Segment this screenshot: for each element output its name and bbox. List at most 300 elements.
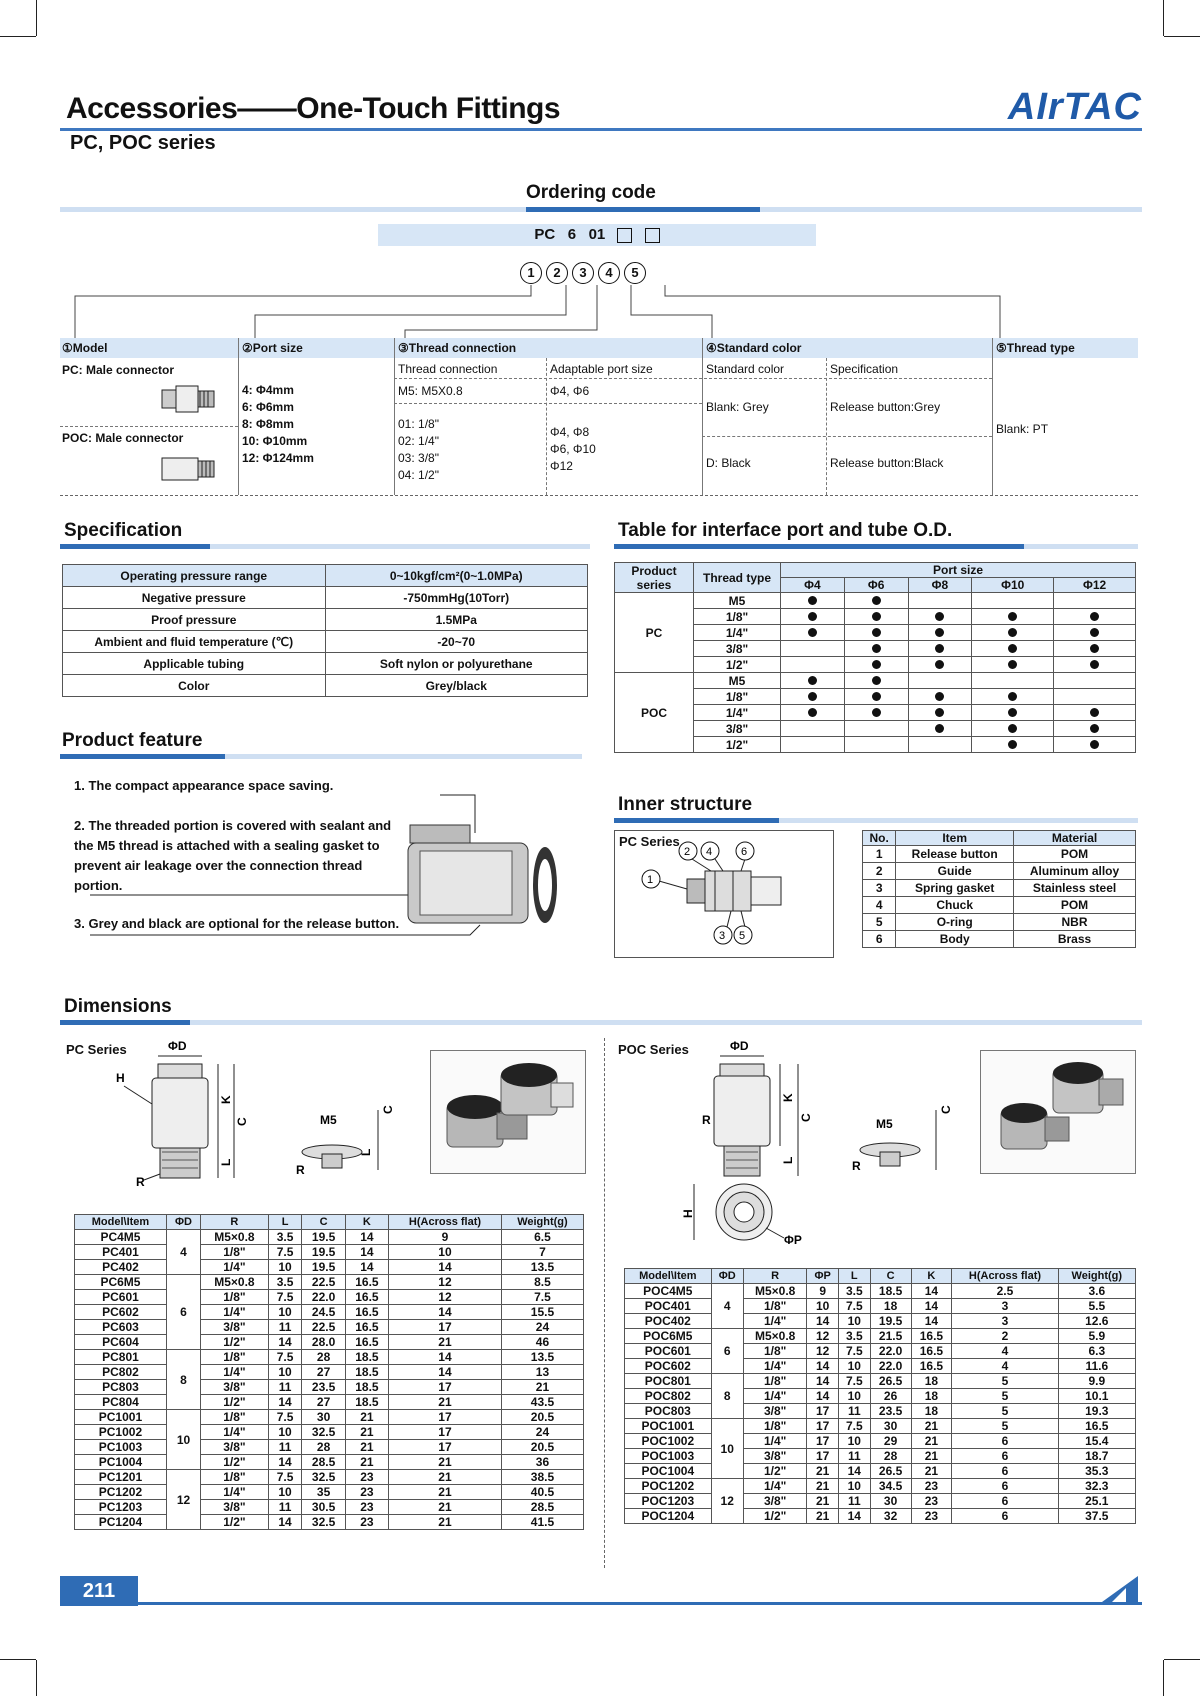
color-col1-head: Standard color	[706, 362, 785, 376]
pc-dim-c: C	[235, 1117, 249, 1126]
spec-value: 1.5MPa	[325, 609, 588, 631]
footer-brand-icon	[1098, 1574, 1142, 1604]
inner-row	[863, 846, 1136, 863]
poc-dim-l: L	[781, 1156, 795, 1164]
table-row	[625, 1314, 1136, 1329]
dim-model: POC1204	[625, 1509, 712, 1524]
dim-cell: 23	[911, 1479, 952, 1494]
dim-cell: 1/4"	[201, 1425, 269, 1440]
dim-model: PC803	[75, 1380, 167, 1395]
dim-cell: 1/4"	[201, 1305, 269, 1320]
compat-cell	[972, 641, 1054, 657]
code-part-size: 6	[567, 226, 577, 243]
compat-cell	[972, 689, 1054, 705]
compat-dot-icon	[872, 708, 881, 717]
poc-dimension-table	[624, 1268, 1136, 1524]
compat-dot-icon	[1090, 740, 1099, 749]
interface-row	[615, 689, 1136, 705]
compat-dot-icon	[935, 660, 944, 669]
dim-cell: 35.3	[1058, 1464, 1135, 1479]
table-row	[75, 1275, 584, 1290]
table-row	[75, 1440, 584, 1455]
crop-mark-bl	[0, 1623, 36, 1660]
table-row	[625, 1434, 1136, 1449]
table-row	[625, 1374, 1136, 1389]
dim-cell: 18	[911, 1374, 952, 1389]
feature-item-3: 3. Grey and black are optional for the release button.	[74, 916, 400, 931]
dim-cell: 10	[807, 1299, 838, 1314]
dim-cell: 7.5	[838, 1299, 870, 1314]
inner-cell: 5	[863, 914, 896, 931]
dim-cell: 18.5	[345, 1395, 388, 1410]
dim-model: PC6M5	[75, 1275, 167, 1290]
compat-cell	[844, 737, 908, 753]
bubble-2: 2	[546, 262, 568, 284]
dim-cell: 17	[389, 1440, 502, 1455]
footer-rule	[138, 1602, 1142, 1605]
spec-label: Applicable tubing	[63, 653, 326, 675]
dim-cell: 7.5	[268, 1410, 302, 1425]
dim-cell: 1/8"	[201, 1470, 269, 1485]
compat-dot-icon	[808, 612, 817, 621]
dim-cell: 46	[501, 1335, 583, 1350]
compat-cell	[908, 689, 972, 705]
spec-row	[63, 587, 588, 609]
dim-cell: 10	[268, 1485, 302, 1500]
model-poc: POC: Male connector	[62, 431, 184, 445]
inner-cell: 1	[863, 846, 896, 863]
color-black-spec: Release button:Black	[830, 456, 944, 470]
callout-6: 6	[741, 846, 748, 858]
dim-model: PC401	[75, 1245, 167, 1260]
feature-item-2: 2. The threaded portion is covered with sealant and the M5 thread is attached with a sealing gasket to prevent air leakage over the connection thread portion.	[74, 818, 392, 893]
dim-model: POC1004	[625, 1464, 712, 1479]
model-pc: PC: Male connector	[62, 363, 175, 377]
ordering-heading: Ordering code	[526, 182, 656, 203]
pc-dim-l2: L	[359, 1148, 373, 1156]
dim-cell: 14	[807, 1359, 838, 1374]
poc-dim-h: H	[681, 1209, 695, 1218]
inner-drawing-box	[614, 830, 834, 958]
dim-cell: 22.5	[302, 1275, 345, 1290]
dim-cell: 24.5	[302, 1305, 345, 1320]
compat-cell	[1054, 625, 1136, 641]
dim-cell: 10	[268, 1365, 302, 1380]
dim-cell: 16.5	[345, 1305, 388, 1320]
thread-row2: 01: 1/8" 02: 1/4" 03: 3/8" 04: 1/2"	[398, 417, 439, 482]
spec-row	[63, 609, 588, 631]
compat-cell	[844, 625, 908, 641]
dim-cell: 41.5	[501, 1515, 583, 1530]
compat-dot-icon	[872, 660, 881, 669]
dim-model: PC1204	[75, 1515, 167, 1530]
dim-cell: 5	[952, 1389, 1058, 1404]
spec-label: Negative pressure	[63, 587, 326, 609]
dim-cell: 21	[911, 1449, 952, 1464]
compat-cell	[781, 625, 845, 641]
dim-bore: 10	[166, 1410, 200, 1470]
table-row	[75, 1290, 584, 1305]
dim-cell: 21	[345, 1440, 388, 1455]
dim-cell: 10	[838, 1389, 870, 1404]
dim-cell: 18	[911, 1404, 952, 1419]
dim-cell: 8.5	[501, 1275, 583, 1290]
spec-row	[63, 675, 588, 697]
dim-cell: 17	[807, 1419, 838, 1434]
compat-cell	[972, 737, 1054, 753]
table-row	[625, 1449, 1136, 1464]
dim-cell: 6	[952, 1479, 1058, 1494]
dim-cell: 17	[389, 1410, 502, 1425]
compat-cell	[1054, 593, 1136, 609]
callout-2: 2	[684, 846, 691, 858]
dim-bore: 8	[166, 1350, 200, 1410]
compat-cell	[972, 721, 1054, 737]
dim-cell: 17	[807, 1404, 838, 1419]
thread-type-label: ⑤Thread type	[996, 341, 1075, 355]
compat-dot-icon	[808, 708, 817, 717]
inner-row	[863, 880, 1136, 897]
ordering-leader-lines	[0, 0, 1200, 340]
dim-col: R	[201, 1215, 269, 1230]
crop-mark-bl2	[36, 1660, 37, 1696]
compat-dot-icon	[872, 644, 881, 653]
compat-cell	[1054, 641, 1136, 657]
dim-cell: 13.5	[501, 1260, 583, 1275]
port-size-list: 4: Φ4mm 6: Φ6mm 8: Φ8mm 10: Φ10mm 12: Φ124mm	[242, 383, 314, 465]
dim-cell: 25.1	[1058, 1494, 1135, 1509]
dim-col: H(Across flat)	[952, 1269, 1058, 1284]
dim-cell: 10	[268, 1305, 302, 1320]
compat-cell	[781, 673, 845, 689]
dim-cell: 11	[838, 1404, 870, 1419]
dim-cell: 3.6	[1058, 1284, 1135, 1299]
pc-series-label: PC Series	[66, 1042, 127, 1057]
pc-dim-d: ΦD	[168, 1039, 187, 1053]
dim-cell: 32.5	[302, 1425, 345, 1440]
dim-cell: 11.6	[1058, 1359, 1135, 1374]
dim-cell: 21	[389, 1455, 502, 1470]
dim-cell: 12	[807, 1344, 838, 1359]
compat-dot-icon	[1090, 660, 1099, 669]
poc-dim-k: K	[781, 1093, 795, 1102]
compat-cell	[1054, 737, 1136, 753]
dim-cell: 12	[807, 1329, 838, 1344]
table-row	[75, 1470, 584, 1485]
dim-cell: 11	[268, 1320, 302, 1335]
dim-cell: 34.5	[870, 1479, 911, 1494]
color-black: D: Black	[706, 456, 751, 470]
compat-cell	[844, 593, 908, 609]
inner-cell: Release button	[896, 846, 1014, 863]
inner-cell: 2	[863, 863, 896, 880]
dim-model: POC601	[625, 1344, 712, 1359]
compat-dot-icon	[872, 628, 881, 637]
dim-cell: 5.9	[1058, 1329, 1135, 1344]
pc-dim-h: H	[116, 1071, 125, 1085]
spec-value: Soft nylon or polyurethane	[325, 653, 588, 675]
dim-cell: 14	[389, 1365, 502, 1380]
dim-model: PC1001	[75, 1410, 167, 1425]
compat-dot-icon	[935, 724, 944, 733]
table-row	[625, 1479, 1136, 1494]
compat-cell	[1054, 673, 1136, 689]
dim-cell: 17	[389, 1380, 502, 1395]
compat-dot-icon	[872, 596, 881, 605]
compat-cell	[972, 705, 1054, 721]
dim-cell: 6	[952, 1509, 1058, 1524]
dim-cell: 3	[952, 1314, 1058, 1329]
dim-model: PC604	[75, 1335, 167, 1350]
compat-dot-icon	[935, 644, 944, 653]
dim-cell: 11	[838, 1494, 870, 1509]
compat-dot-icon	[935, 628, 944, 637]
dim-model: POC1001	[625, 1419, 712, 1434]
dim-cell: 1/4"	[743, 1479, 807, 1494]
dim-cell: 6	[952, 1434, 1058, 1449]
model-label: ①Model	[62, 341, 108, 355]
dim-cell: 10	[268, 1260, 302, 1275]
compat-dot-icon	[808, 628, 817, 637]
table-row	[625, 1464, 1136, 1479]
dim-cell: 14	[345, 1245, 388, 1260]
dim-col: L	[838, 1269, 870, 1284]
poc-fitting-icon	[160, 452, 220, 486]
dim-cell: 21	[807, 1509, 838, 1524]
dim-cell: 16.5	[345, 1335, 388, 1350]
compat-dot-icon	[1008, 724, 1017, 733]
dim-model: PC1002	[75, 1425, 167, 1440]
dim-cell: 6	[952, 1464, 1058, 1479]
thread-connection-label: ③Thread connection	[398, 341, 517, 355]
dim-cell: 7.5	[268, 1350, 302, 1365]
dim-cell: 18	[911, 1389, 952, 1404]
dim-cell: 11	[838, 1449, 870, 1464]
dim-cell: 3/8"	[743, 1494, 807, 1509]
interface-row	[615, 705, 1136, 721]
dim-cell: 28	[302, 1440, 345, 1455]
dim-cell: 26.5	[870, 1464, 911, 1479]
compat-dot-icon	[1090, 612, 1099, 621]
spec-label: Color	[63, 675, 326, 697]
compat-cell	[1054, 609, 1136, 625]
spec-row	[63, 565, 588, 587]
dim-cell: 29	[870, 1434, 911, 1449]
spec-value: -750mmHg(10Torr)	[325, 587, 588, 609]
dim-cell: 11	[268, 1500, 302, 1515]
interface-thread: 1/8"	[694, 689, 781, 705]
dim-model: POC1202	[625, 1479, 712, 1494]
dim-cell: 5	[952, 1374, 1058, 1389]
dim-cell: 6.5	[501, 1230, 583, 1245]
dim-col: Model\Item	[75, 1215, 167, 1230]
dim-cell: 14	[268, 1455, 302, 1470]
table-row	[75, 1260, 584, 1275]
dim-model: POC602	[625, 1359, 712, 1374]
fitting-render	[90, 785, 560, 945]
dim-cell: 21	[389, 1500, 502, 1515]
compat-dot-icon	[808, 692, 817, 701]
dim-cell: 17	[389, 1320, 502, 1335]
compat-cell	[972, 673, 1054, 689]
dim-model: PC4M5	[75, 1230, 167, 1245]
compat-cell	[972, 609, 1054, 625]
inner-series-label: PC Series	[619, 834, 680, 849]
dim-cell: 27	[302, 1395, 345, 1410]
dim-cell: 1/8"	[743, 1419, 807, 1434]
dim-cell: 18.7	[1058, 1449, 1135, 1464]
inner-heading: Inner structure	[618, 794, 753, 815]
spec-value: 0~10kgf/cm²(0~1.0MPa)	[325, 565, 588, 587]
dim-cell: 6.3	[1058, 1344, 1135, 1359]
dim-cell: M5×0.8	[743, 1284, 807, 1299]
dim-cell: 1/2"	[201, 1515, 269, 1530]
compat-dot-icon	[872, 692, 881, 701]
inner-cell: Chuck	[896, 897, 1014, 914]
dim-cell: 21.5	[870, 1329, 911, 1344]
dim-cell: 10	[838, 1434, 870, 1449]
dimensions-bar	[60, 1020, 1142, 1025]
page-title: Accessories——One-Touch Fittings	[66, 92, 561, 125]
poc-dim-r2: R	[852, 1159, 861, 1173]
compat-cell	[972, 593, 1054, 609]
dim-cell: 1/8"	[743, 1299, 807, 1314]
interface-row	[615, 641, 1136, 657]
dim-cell: 26.5	[870, 1374, 911, 1389]
dim-cell: 21	[389, 1395, 502, 1410]
dim-cell: 1/4"	[201, 1365, 269, 1380]
bubble-4: 4	[598, 262, 620, 284]
inner-row	[863, 914, 1136, 931]
inner-cell: POM	[1014, 897, 1136, 914]
pc-dim-r2: R	[296, 1163, 305, 1177]
table-row	[75, 1365, 584, 1380]
dim-cell: 30	[302, 1410, 345, 1425]
interface-col-port: Port size	[781, 563, 1136, 578]
dim-cell: 18.5	[345, 1350, 388, 1365]
interface-row	[615, 673, 1136, 689]
compat-cell	[1054, 689, 1136, 705]
compat-cell	[844, 721, 908, 737]
poc-dim-c: C	[799, 1113, 813, 1122]
thread-row2-port: Φ4, Φ8 Φ6, Φ10 Φ12	[550, 425, 596, 473]
dim-model: POC803	[625, 1404, 712, 1419]
poc-dim-c2: C	[939, 1105, 953, 1114]
dim-cell: 17	[807, 1434, 838, 1449]
dim-cell: 40.5	[501, 1485, 583, 1500]
interface-thread: 3/8"	[694, 721, 781, 737]
spec-value: -20~70	[325, 631, 588, 653]
compat-cell	[908, 593, 972, 609]
dim-cell: 1/2"	[201, 1455, 269, 1470]
compat-cell	[908, 705, 972, 721]
dim-cell: 5	[952, 1419, 1058, 1434]
dim-cell: 9.9	[1058, 1374, 1135, 1389]
interface-series: POC	[615, 673, 694, 753]
dim-cell: 15.5	[501, 1305, 583, 1320]
dim-cell: 1/2"	[743, 1509, 807, 1524]
dim-cell: 3/8"	[743, 1404, 807, 1419]
dim-col: Weight(g)	[1058, 1269, 1135, 1284]
dim-model: POC801	[625, 1374, 712, 1389]
compat-cell	[844, 657, 908, 673]
dim-cell: 23	[345, 1515, 388, 1530]
dim-cell: 7.5	[268, 1245, 302, 1260]
dim-cell: 6	[952, 1494, 1058, 1509]
dim-cell: 23	[345, 1470, 388, 1485]
dim-cell: 3.5	[838, 1284, 870, 1299]
dim-cell: 1/4"	[201, 1485, 269, 1500]
dim-cell: 1/4"	[743, 1314, 807, 1329]
dim-cell: 21	[807, 1479, 838, 1494]
dim-cell: 3	[952, 1299, 1058, 1314]
table-row	[75, 1425, 584, 1440]
table-row	[75, 1485, 584, 1500]
table-row	[75, 1305, 584, 1320]
pc-photo	[430, 1050, 586, 1174]
dim-cell: 16.5	[911, 1329, 952, 1344]
dim-cell: 16.5	[911, 1359, 952, 1374]
dim-col: R	[743, 1269, 807, 1284]
dim-cell: 19.3	[1058, 1404, 1135, 1419]
poc-dim-m5: M5	[876, 1117, 893, 1131]
dim-cell: 23.5	[870, 1404, 911, 1419]
compat-dot-icon	[1008, 708, 1017, 717]
inner-col: No.	[863, 831, 896, 846]
dim-cell: 14	[345, 1230, 388, 1245]
compat-cell	[781, 737, 845, 753]
dim-cell: 4	[952, 1344, 1058, 1359]
compat-cell	[908, 721, 972, 737]
dim-cell: 7.5	[268, 1290, 302, 1305]
table-row	[625, 1494, 1136, 1509]
dim-cell: 17	[389, 1425, 502, 1440]
interface-thread: 1/4"	[694, 625, 781, 641]
dim-cell: 3/8"	[201, 1500, 269, 1515]
dim-cell: 1/2"	[201, 1395, 269, 1410]
dim-model: POC402	[625, 1314, 712, 1329]
dim-col: K	[911, 1269, 952, 1284]
dim-model: POC4M5	[625, 1284, 712, 1299]
dim-cell: 28	[302, 1350, 345, 1365]
dim-cell: 27	[302, 1365, 345, 1380]
inner-row	[863, 931, 1136, 948]
inner-structure-drawing	[615, 831, 833, 957]
dim-cell: 3.5	[268, 1275, 302, 1290]
interface-row	[615, 593, 1136, 609]
interface-thread: 1/8"	[694, 609, 781, 625]
dim-cell: 21	[389, 1515, 502, 1530]
dim-col: K	[345, 1215, 388, 1230]
dim-cell: 32	[870, 1509, 911, 1524]
compat-cell	[781, 609, 845, 625]
dim-cell: 4	[952, 1359, 1058, 1374]
compat-dot-icon	[1008, 692, 1017, 701]
dim-cell: 22.5	[302, 1320, 345, 1335]
dim-cell: 21	[345, 1425, 388, 1440]
table-row	[625, 1284, 1136, 1299]
compat-dot-icon	[1008, 644, 1017, 653]
dimensions-heading: Dimensions	[64, 996, 172, 1017]
interface-thread: 1/2"	[694, 657, 781, 673]
inner-cell: Guide	[896, 863, 1014, 880]
dim-cell: 14	[838, 1464, 870, 1479]
dim-cell: 32.5	[302, 1515, 345, 1530]
compat-dot-icon	[935, 612, 944, 621]
compat-cell	[972, 657, 1054, 673]
dim-cell: 23.5	[302, 1380, 345, 1395]
interface-heading: Table for interface port and tube O.D.	[618, 520, 953, 541]
